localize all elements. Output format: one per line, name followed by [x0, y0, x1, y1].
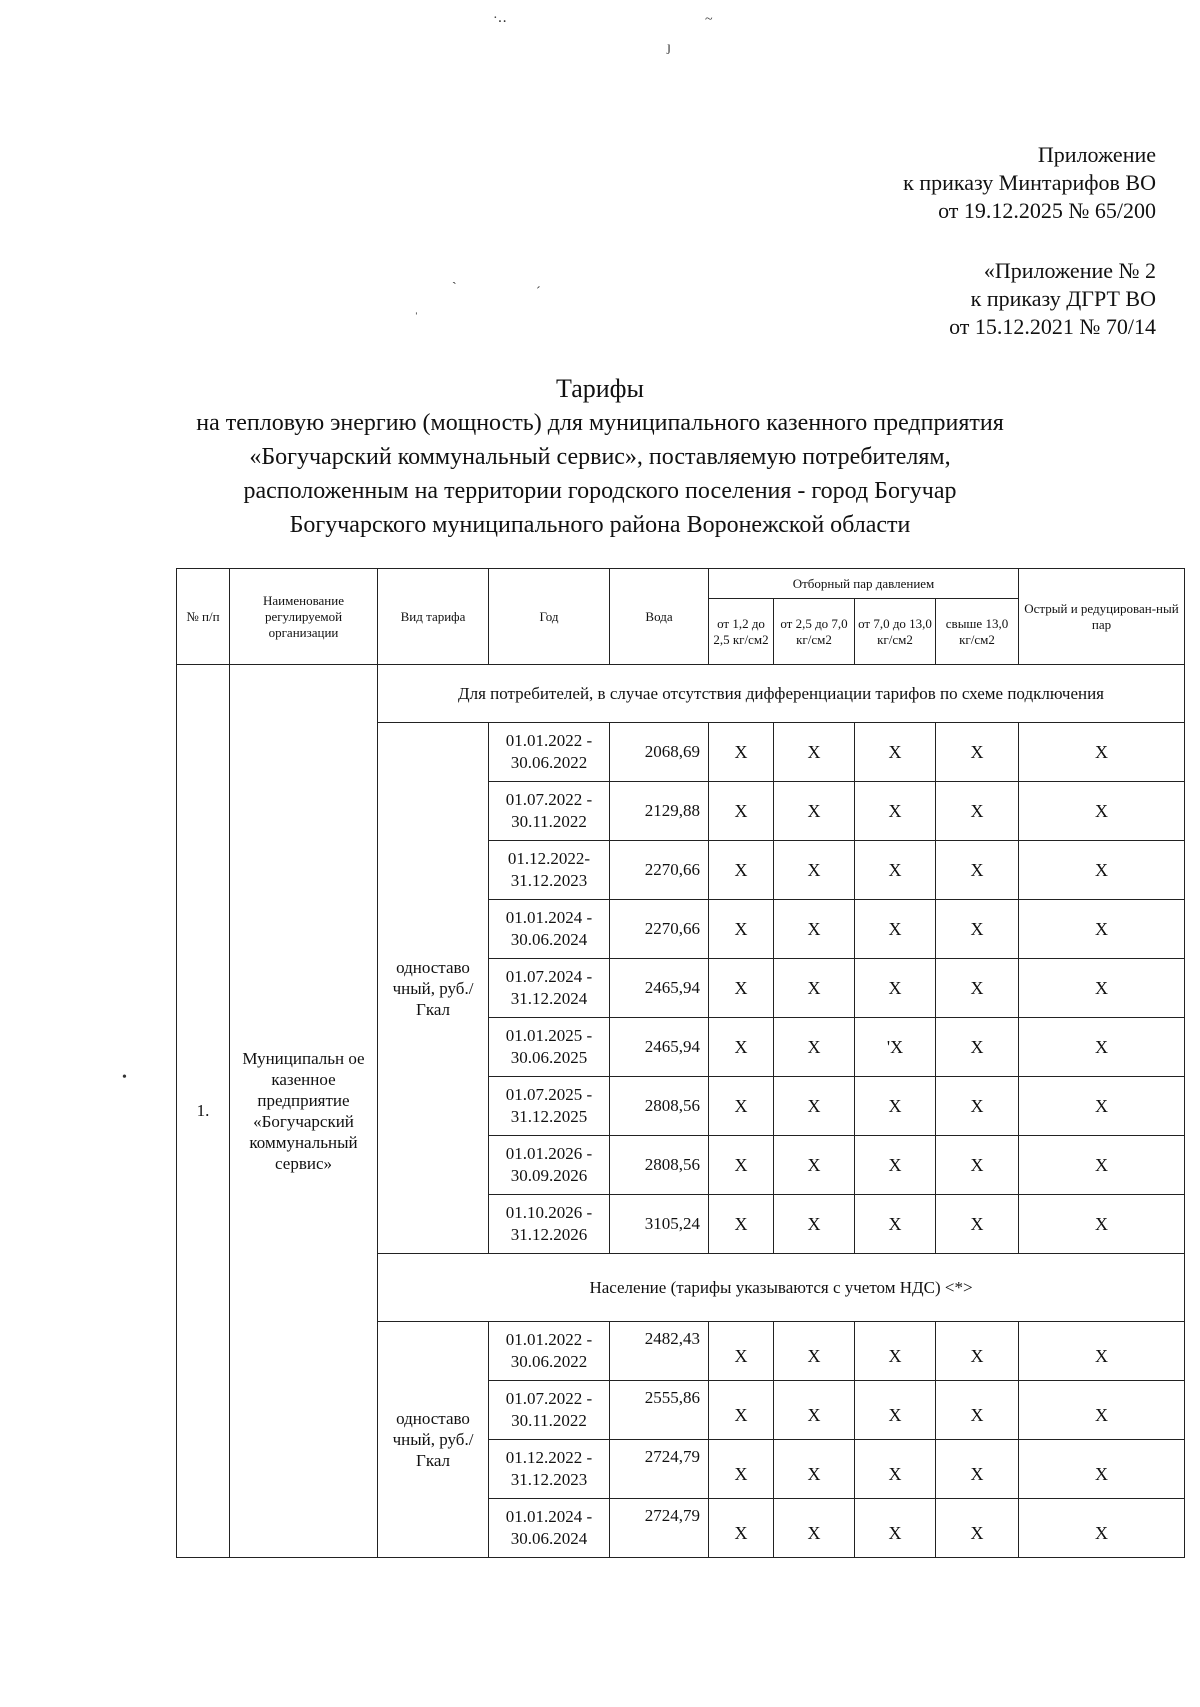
document-title	[0, 372, 1200, 542]
cell-x: X	[709, 1381, 774, 1440]
period: 01.07.2025 - 31.12.2025	[489, 1077, 610, 1136]
cell-x: X	[774, 782, 855, 841]
cell-x: X	[1019, 959, 1185, 1018]
cell-x: X	[936, 1499, 1019, 1558]
section-title: Население (тарифы указываются с учетом НДС) <*>	[378, 1254, 1185, 1322]
period: 01.12.2022- 31.12.2023	[489, 841, 610, 900]
cell-x: X	[709, 1322, 774, 1381]
scan-speck: ·‥	[493, 11, 507, 26]
cell-x: X	[709, 841, 774, 900]
organization-name: Муниципальн ое казенное предприятие «Богучарский коммунальный сервис»	[230, 665, 378, 1558]
cell-x: X	[936, 841, 1019, 900]
title-line: Богучарского муниципального района Воронежской области	[289, 512, 911, 538]
cell-x: X	[774, 1440, 855, 1499]
cell-x: X	[1019, 1381, 1185, 1440]
water-value: 2555,86	[610, 1381, 709, 1440]
cell-x: X	[936, 723, 1019, 782]
annex-line: «Приложение № 2	[983, 258, 1156, 283]
cell-x: X	[936, 1077, 1019, 1136]
approval-line: Приложение	[1037, 142, 1156, 167]
cell-x: X	[709, 1136, 774, 1195]
period: 01.01.2025 - 30.06.2025	[489, 1018, 610, 1077]
cell-x: X	[774, 1018, 855, 1077]
period: 01.10.2026 - 31.12.2026	[489, 1195, 610, 1254]
header-pressure-4: свыше 13,0 кг/см2	[936, 599, 1019, 665]
cell-x: X	[855, 1195, 936, 1254]
cell-x: X	[774, 841, 855, 900]
header-pressure-2: от 2,5 до 7,0 кг/см2	[774, 599, 855, 665]
header-steam-group: Отборный пар давлением	[709, 569, 1019, 599]
cell-x: X	[936, 900, 1019, 959]
cell-x: X	[1019, 782, 1185, 841]
cell-x: X	[936, 1018, 1019, 1077]
cell-x: X	[1019, 900, 1185, 959]
water-value: 2465,94	[610, 1018, 709, 1077]
cell-x: X	[709, 1077, 774, 1136]
cell-x: X	[1019, 1499, 1185, 1558]
scan-speck: ˈ	[414, 311, 419, 326]
title-line: расположенным на территории городского поселения - город Богучар	[243, 478, 957, 504]
water-value: 2270,66	[610, 900, 709, 959]
cell-x: X	[774, 1499, 855, 1558]
section-title: Для потребителей, в случае отсутствия дифференциации тарифов по схеме подключения	[378, 665, 1185, 723]
cell-x: X	[1019, 1195, 1185, 1254]
cell-x: X	[936, 1381, 1019, 1440]
period: 01.01.2022 - 30.06.2022	[489, 1322, 610, 1381]
tariff-type: одноставо чный, руб./Гкал	[378, 1322, 489, 1558]
cell-x: X	[936, 1322, 1019, 1381]
cell-x: 'X	[855, 1018, 936, 1077]
header-pressure-3: от 7,0 до 13,0 кг/см2	[855, 599, 936, 665]
cell-x: X	[936, 1195, 1019, 1254]
header-pressure-1: от 1,2 до 2,5 кг/см2	[709, 599, 774, 665]
cell-x: X	[709, 900, 774, 959]
cell-x: X	[936, 1136, 1019, 1195]
cell-x: X	[774, 900, 855, 959]
annex-block	[0, 257, 1200, 341]
approval-block	[0, 141, 1200, 225]
cell-x: X	[709, 1195, 774, 1254]
water-value: 2068,69	[610, 723, 709, 782]
cell-x: X	[774, 1136, 855, 1195]
title-line: на тепловую энергию (мощность) для муниципального казенного предприятия	[196, 410, 1004, 436]
cell-x: X	[855, 959, 936, 1018]
cell-x: X	[855, 1499, 936, 1558]
cell-x: X	[709, 1499, 774, 1558]
water-value: 2465,94	[610, 959, 709, 1018]
period: 01.01.2024 - 30.06.2024	[489, 900, 610, 959]
period: 01.01.2022 - 30.06.2022	[489, 723, 610, 782]
period: 01.07.2024 - 31.12.2024	[489, 959, 610, 1018]
cell-x: X	[855, 1440, 936, 1499]
cell-x: X	[855, 1136, 936, 1195]
period: 01.01.2026 - 30.09.2026	[489, 1136, 610, 1195]
cell-x: X	[774, 1195, 855, 1254]
scan-speck: •	[122, 1070, 127, 1085]
cell-x: X	[774, 1077, 855, 1136]
cell-x: X	[1019, 1136, 1185, 1195]
cell-x: X	[709, 959, 774, 1018]
header-org: Наименование регулируемой организации	[230, 569, 378, 665]
cell-x: X	[1019, 841, 1185, 900]
water-value: 2270,66	[610, 841, 709, 900]
water-value: 2129,88	[610, 782, 709, 841]
scan-speck: ˏ	[452, 270, 457, 285]
period: 01.01.2024 - 30.06.2024	[489, 1499, 610, 1558]
tariff-table	[176, 568, 1185, 1558]
water-value: 2808,56	[610, 1077, 709, 1136]
cell-x: X	[936, 782, 1019, 841]
water-value: 2482,43	[610, 1322, 709, 1381]
cell-x: X	[1019, 723, 1185, 782]
cell-x: X	[709, 1018, 774, 1077]
cell-x: X	[1019, 1440, 1185, 1499]
approval-line: к приказу Минтарифов ВО	[903, 170, 1156, 195]
cell-x: X	[1019, 1018, 1185, 1077]
cell-x: X	[855, 723, 936, 782]
water-value: 2808,56	[610, 1136, 709, 1195]
cell-x: X	[774, 959, 855, 1018]
tariff-type: одноставо чный, руб./Гкал	[378, 723, 489, 1254]
cell-x: X	[936, 959, 1019, 1018]
period: 01.07.2022 - 30.11.2022	[489, 782, 610, 841]
annex-line: от 15.12.2021 № 70/14	[949, 314, 1156, 339]
table-header-row	[177, 569, 1185, 599]
approval-line: от 19.12.2025 № 65/200	[938, 198, 1156, 223]
water-value: 2724,79	[610, 1440, 709, 1499]
cell-x: X	[774, 1322, 855, 1381]
title-line: «Богучарский коммунальный сервис», поставляемую потребителям,	[249, 444, 951, 470]
cell-x: X	[936, 1440, 1019, 1499]
cell-x: X	[709, 1440, 774, 1499]
header-tariff-type: Вид тарифа	[378, 569, 489, 665]
title-heading: Тарифы	[555, 374, 644, 403]
cell-x: X	[1019, 1077, 1185, 1136]
header-water: Вода	[610, 569, 709, 665]
cell-x: X	[855, 1322, 936, 1381]
cell-x: X	[855, 1077, 936, 1136]
period: 01.07.2022 - 30.11.2022	[489, 1381, 610, 1440]
scan-speck: ~	[705, 12, 713, 27]
cell-x: X	[709, 782, 774, 841]
water-value: 3105,24	[610, 1195, 709, 1254]
water-value: 2724,79	[610, 1499, 709, 1558]
cell-x: X	[774, 1381, 855, 1440]
row-number: 1.	[177, 665, 230, 1558]
section-title-row	[177, 665, 1185, 723]
cell-x: X	[855, 900, 936, 959]
scan-speck: ˊ	[536, 285, 541, 300]
period: 01.12.2022 - 31.12.2023	[489, 1440, 610, 1499]
cell-x: X	[855, 782, 936, 841]
header-sharp-steam: Острый и редуцирован-ный пар	[1019, 569, 1185, 665]
cell-x: X	[855, 841, 936, 900]
scan-speck: ȷ	[667, 40, 671, 55]
cell-x: X	[774, 723, 855, 782]
cell-x: X	[709, 723, 774, 782]
cell-x: X	[855, 1381, 936, 1440]
header-year: Год	[489, 569, 610, 665]
header-num: № п/п	[177, 569, 230, 665]
cell-x: X	[1019, 1322, 1185, 1381]
annex-line: к приказу ДГРТ ВО	[970, 286, 1156, 311]
